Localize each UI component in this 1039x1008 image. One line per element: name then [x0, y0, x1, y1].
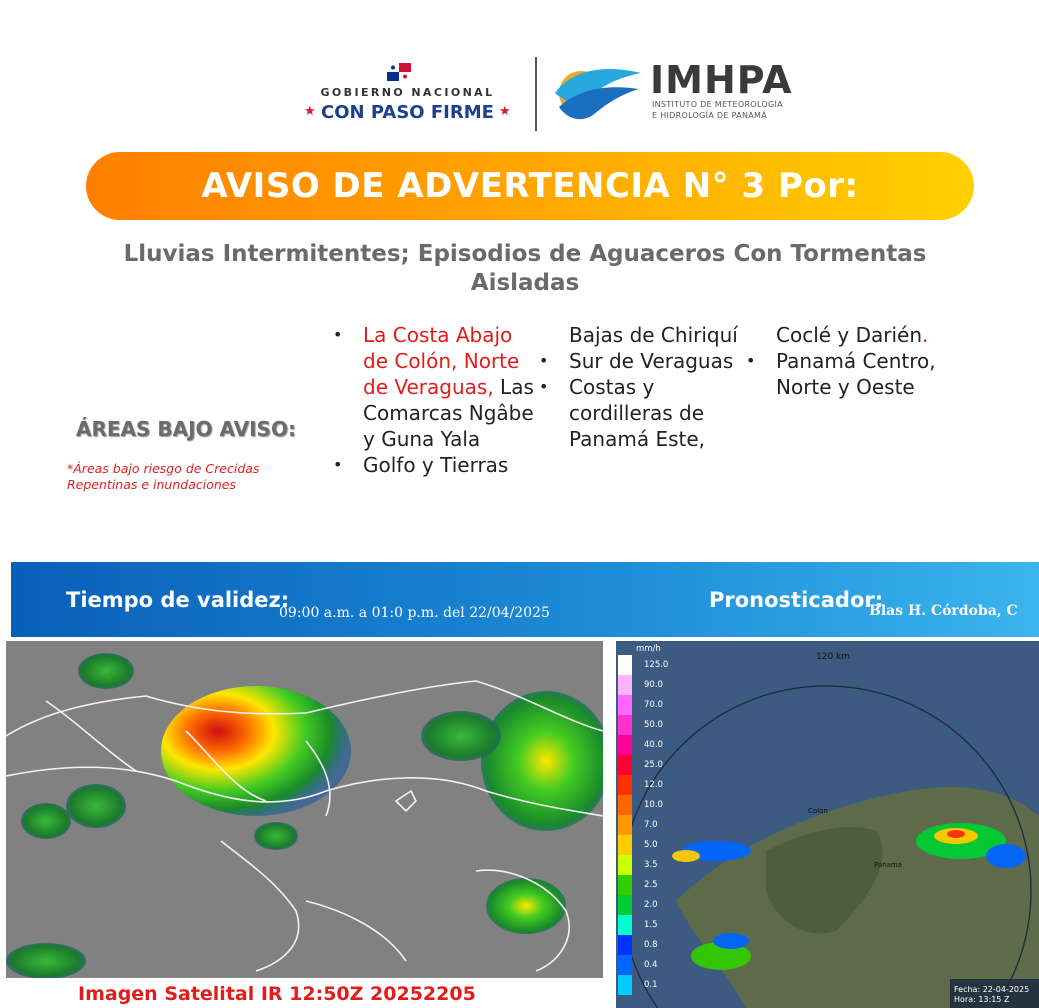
area-item-dot: . [922, 323, 929, 347]
radar-scale-label: 2.5 [644, 880, 658, 890]
area-item-text: Las Comarcas Ngâbe y Guna Yala [363, 375, 534, 451]
radar-scale-swatch [618, 875, 632, 895]
radar-scale-swatch [618, 895, 632, 915]
radar-scale-label: 25.0 [644, 760, 663, 770]
panama-flag-icon [387, 63, 411, 81]
radar-scale-swatch [618, 975, 632, 995]
radar-scale-swatch [618, 935, 632, 955]
area-item [363, 322, 543, 452]
radar-scale-label: 0.4 [644, 960, 658, 970]
radar-scale-label: 0.8 [644, 940, 658, 950]
warning-title: AVISO DE ADVERTENCIA N° 3 Por: [201, 166, 859, 206]
logo-divider [535, 57, 537, 131]
risk-note: *Áreas bajo riesgo de Crecidas Repentinas e inundaciones [67, 461, 260, 492]
radar-scale-swatch [618, 795, 632, 815]
imhpa-title: IMHPA [650, 58, 793, 102]
radar-scale-label: 3.5 [644, 860, 658, 870]
radar-scale-label: 125.0 [644, 660, 669, 670]
radar-scale-label: 50.0 [644, 720, 663, 730]
satellite-image [6, 641, 603, 978]
radar-range-label: 120 km [816, 652, 851, 662]
radar-scale-swatch [618, 715, 632, 735]
imhpa-subtitle-2: E HIDROLOGÍA DE PANAMÁ [652, 111, 768, 120]
radar-scale-swatch [618, 955, 632, 975]
radar-scale-label: 70.0 [644, 700, 663, 710]
radar-scale-label: 10.0 [644, 800, 663, 810]
areas-label: ÁREAS BAJO AVISO: [76, 417, 296, 441]
areas-column-1 [363, 322, 543, 478]
gov-slogan: CON PASO FIRME [321, 102, 494, 123]
imhpa-logo-icon [553, 63, 643, 125]
radar-scale-swatch [618, 655, 632, 675]
area-item-continued-text: Coclé y Darién [776, 323, 923, 347]
gov-name: GOBIERNO NACIONAL [320, 86, 495, 99]
radar-scale-swatch [618, 835, 632, 855]
forecaster-name: Blas H. Córdoba, C [869, 603, 1018, 619]
areas-column-3 [776, 322, 976, 400]
star-icon: ★ [304, 104, 316, 119]
area-item-continued [776, 322, 976, 348]
radar-scale-label: 40.0 [644, 740, 663, 750]
radar-scale-swatch [618, 855, 632, 875]
radar-scale-swatch [618, 815, 632, 835]
radar-city-colon: Colon [808, 807, 828, 815]
radar-scale-label: 5.0 [644, 840, 658, 850]
validity-label: Tiempo de validez: [66, 588, 290, 612]
radar-scale-swatch [618, 675, 632, 695]
radar-scale-label: 0.1 [644, 980, 658, 990]
area-item: • Golfo y Tierras [363, 452, 543, 478]
area-item-highlight: La Costa Abajo de Colón, Norte de Veraguas, [363, 323, 520, 399]
radar-scale-label: 2.0 [644, 900, 658, 910]
radar-scale-label: 90.0 [644, 680, 663, 690]
area-item: • Panamá Centro, Norte y Oeste [776, 348, 976, 400]
area-item: • Costas y cordilleras de Panamá Este, [569, 374, 739, 452]
radar-image [616, 641, 1039, 1008]
radar-city-panama: Panama [874, 861, 903, 869]
radar-date: Fecha: 22-04-2025 [954, 985, 1030, 994]
radar-unit: mm/h [636, 644, 661, 654]
forecaster-label: Pronosticador: [709, 588, 884, 612]
radar-scale-swatch [618, 915, 632, 935]
radar-scale-label: 12.0 [644, 780, 663, 790]
radar-scale-label: 7.0 [644, 820, 658, 830]
radar-scale-swatch [618, 775, 632, 795]
star-icon: ★ [499, 104, 511, 119]
satellite-caption: Imagen Satelital IR 12:50Z 20252205 [78, 983, 476, 1005]
area-item-continued: Bajas de Chiriquí [569, 323, 738, 347]
radar-time: Hora: 13:15 Z [954, 995, 1010, 1004]
radar-scale-swatch [618, 735, 632, 755]
validity-value: 09:00 a.m. a 01:0 p.m. del 22/04/2025 [279, 605, 550, 621]
warning-subtitle: Lluvias Intermitentes; Episodios de Aguaceros Con Tormentas Aisladas [123, 241, 927, 296]
radar-scale-swatch [618, 695, 632, 715]
areas-column-2 [569, 322, 739, 452]
imhpa-subtitle-1: INSTITUTO DE METEOROLOGÍA [652, 100, 783, 109]
radar-scale-swatch [618, 755, 632, 775]
radar-scale-label: 1.5 [644, 920, 658, 930]
area-item: • Sur de Veraguas [569, 348, 739, 374]
